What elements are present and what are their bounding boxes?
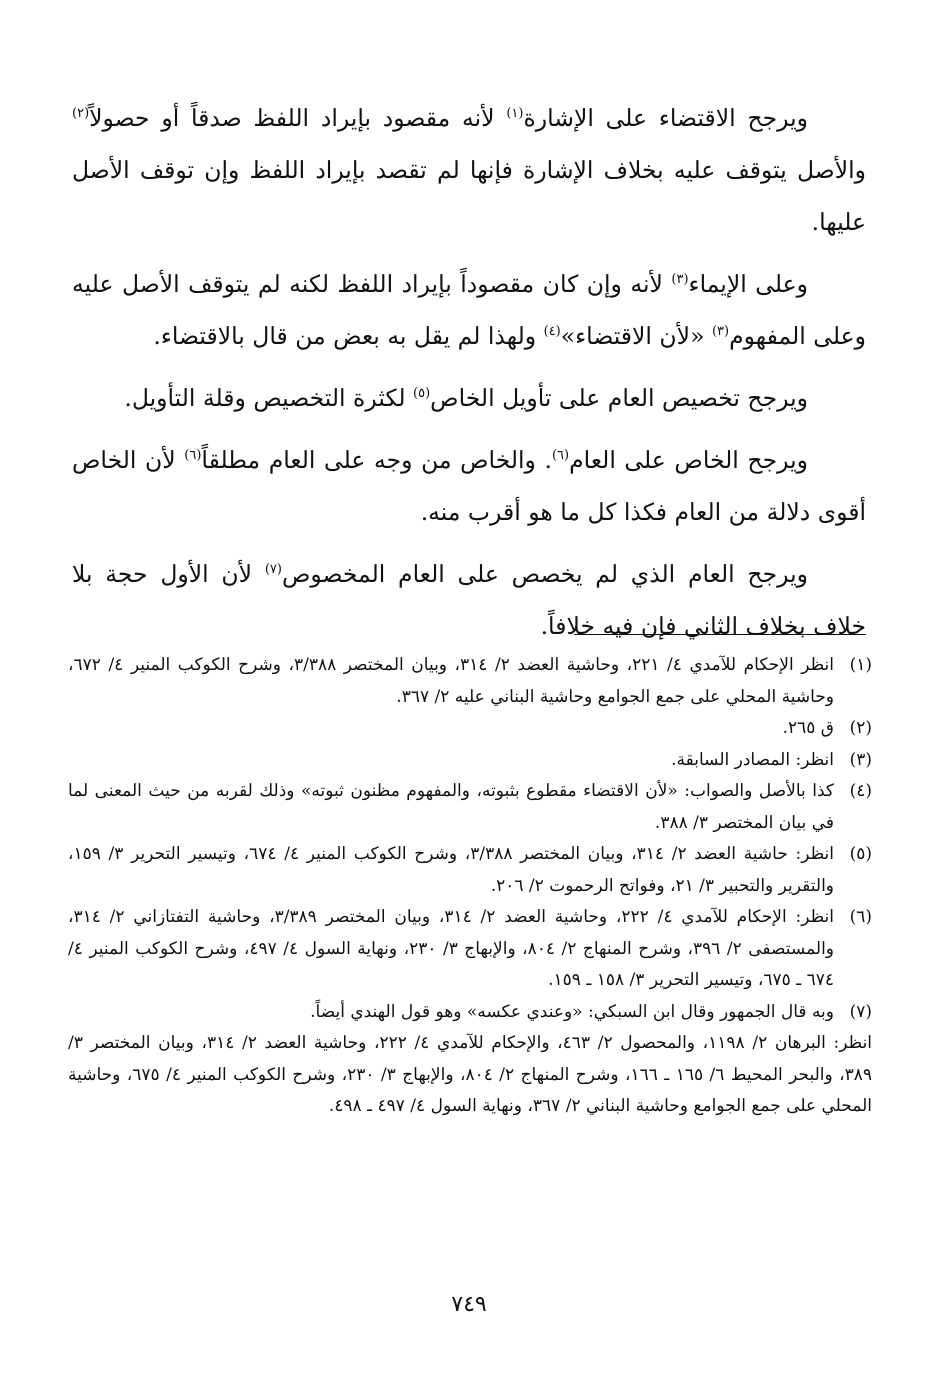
footnote-number: (٣) [849, 749, 872, 770]
footnote-text: انظر: حاشية العضد ٢/ ٣١٤، وبيان المختصر ٣/٣٨٨، وشرح الكوكب المنير ٤/ ٦٧٤، وتيسير التحرير ٣/ ١٥٩، والتقرير والتحبير ٣/ ٢١، وفواتح الرحموت ٢/ ٢٠٦. [68, 844, 835, 896]
footnote-text-main: وبه قال الجمهور وقال ابن السبكي: «وعندي عكسه» وهو قول الهندي أيضاً. [310, 1001, 834, 1022]
footnote-text: انظر الإحكام للآمدي ٤/ ٢٢١، وحاشية العضد ٢/ ٣١٤، وبيان المختصر ٣/٣٨٨، وشرح الكوكب المنير ٤/ ٦٧٢، وحاشية المحلي على جمع الجوامع وحاشية البناني عليه ٢/ ٣٦٧. [68, 655, 834, 707]
footnote-number: (٦) [849, 907, 872, 927]
paragraph: ويرجح العام الذي لم يخصص على العام المخصوص$^{(٧)}$ لأن الأول حجة بلا خلاف بخلاف الثاني فإن فيه خلافاً. [72, 560, 866, 640]
footnote-mark[interactable]: (٥) [413, 386, 431, 402]
footnote-mark[interactable]: (٦) [184, 448, 202, 464]
footnote-text: انظر: المصادر السابقة. [671, 749, 834, 770]
footnote-mark[interactable]: (٢) [72, 106, 90, 122]
footnote [68, 776, 872, 839]
footnote-mark[interactable]: (٣) [671, 272, 689, 288]
footnote-mark[interactable]: (١) [506, 106, 524, 122]
footnote [68, 745, 872, 777]
footnote-mark[interactable]: (٦) [551, 448, 570, 464]
footnote-number: (١) [849, 655, 872, 675]
page-number: ٧٤٩ [451, 1292, 487, 1317]
footnote [68, 997, 872, 1123]
footnote [68, 839, 872, 902]
paragraph: ويرجح الاقتضاء على الإشارة$^{(١)}$ لأنه مقصود بإيراد اللفظ صدقاً أو حصولاً$^{(٢)}$ والأصل يتوقف عليه بخلاف الإشارة فإنها لم تقصد بإيراد اللفظ وإن توقف الأصل عليها. [72, 104, 866, 236]
footnote-number: (٥) [849, 844, 872, 864]
footnote-mark[interactable]: (٣) [711, 324, 730, 340]
footnote-text: انظر: الإحكام للآمدي ٤/ ٢٢٢، وحاشية العضد ٢/ ٣١٤، وبيان المختصر ٣/٣٨٩، وحاشية التفتازاني ٢/ ٣١٤، والمستصفى ٢/ ٣٩٦، وشرح المنهاج ٢/ ٨٠٤، والإبهاج ٣/ ٢٣٠، ونهاية السول ٤/ ٤٩٧، وشرح الكوكب المنير ٤/ ٦٧٤ ـ ٦٧٥، وتيسير التحرير ٣/ ١٥٨ ـ ١٥٩. [68, 907, 835, 990]
main-text [72, 92, 866, 662]
footnote-text: ق ٢٦٥. [782, 718, 834, 738]
footnote [68, 902, 872, 997]
footnotes [68, 650, 872, 1123]
footnote-mark[interactable]: (٤) [543, 324, 561, 340]
footnote-number: (٢) [849, 718, 872, 738]
footnote-mark[interactable]: (٧) [264, 562, 282, 578]
footnote-text [68, 997, 873, 1123]
footnote [68, 650, 872, 713]
footnote-separator [574, 634, 866, 635]
footnote-number: (٧) [849, 1001, 872, 1022]
paragraph: ويرجح تخصيص العام على تأويل الخاص$^{(٥)}$ لكثرة التخصيص وقلة التأويل. [124, 384, 808, 412]
paragraph: وعلى الإيماء$^{(٣)}$ لأنه وإن كان مقصوداً بإيراد اللفظ لكنه لم يتوقف الأصل عليه وعلى المفهوم$^{(٣)}$ «لأن الاقتضاء»$^{(٤)}$ ولهذا لم يقل به بعض من قال بالاقتضاء. [72, 270, 866, 350]
footnote-text: كذا بالأصل والصواب: «لأن الاقتضاء مقطوع بثبوته، والمفهوم مظنون ثبوته» وذلك لقربه من حيث المعنى لما في بيان المختصر ٣/ ٣٨٨. [68, 781, 834, 833]
paragraph: ويرجح الخاص على العام$^{(٦)}$. والخاص من وجه على العام مطلقاً$^{(٦)}$ لأن الخاص أقوى دلالة من العام فكذا كل ما هو أقرب منه. [72, 446, 866, 526]
footnote-number: (٤) [849, 781, 872, 801]
footnote-text-references: انظر: البرهان ٢/ ١١٩٨، والمحصول ٢/ ٤٦٣، والإحكام للآمدي ٤/ ٢٢٢، وحاشية العضد ٢/ ٣١٤، وبيان المختصر ٣/ ٣٨٩، والبحر المحيط ٦/ ١٦٥ ـ ١٦٦، وشرح المنهاج ٢/ ٨٠٤، والإبهاج ٣/ ٢٣٠، وشرح الكوكب المنير ٤/ ٦٧٥، وحاشية المحلي على جمع الجوامع وحاشية البناني ٢/ ٣٦٧، ونهاية السول ٤/ ٤٩٧ ـ ٤٩٨. [68, 1033, 873, 1116]
footnote [68, 713, 872, 745]
